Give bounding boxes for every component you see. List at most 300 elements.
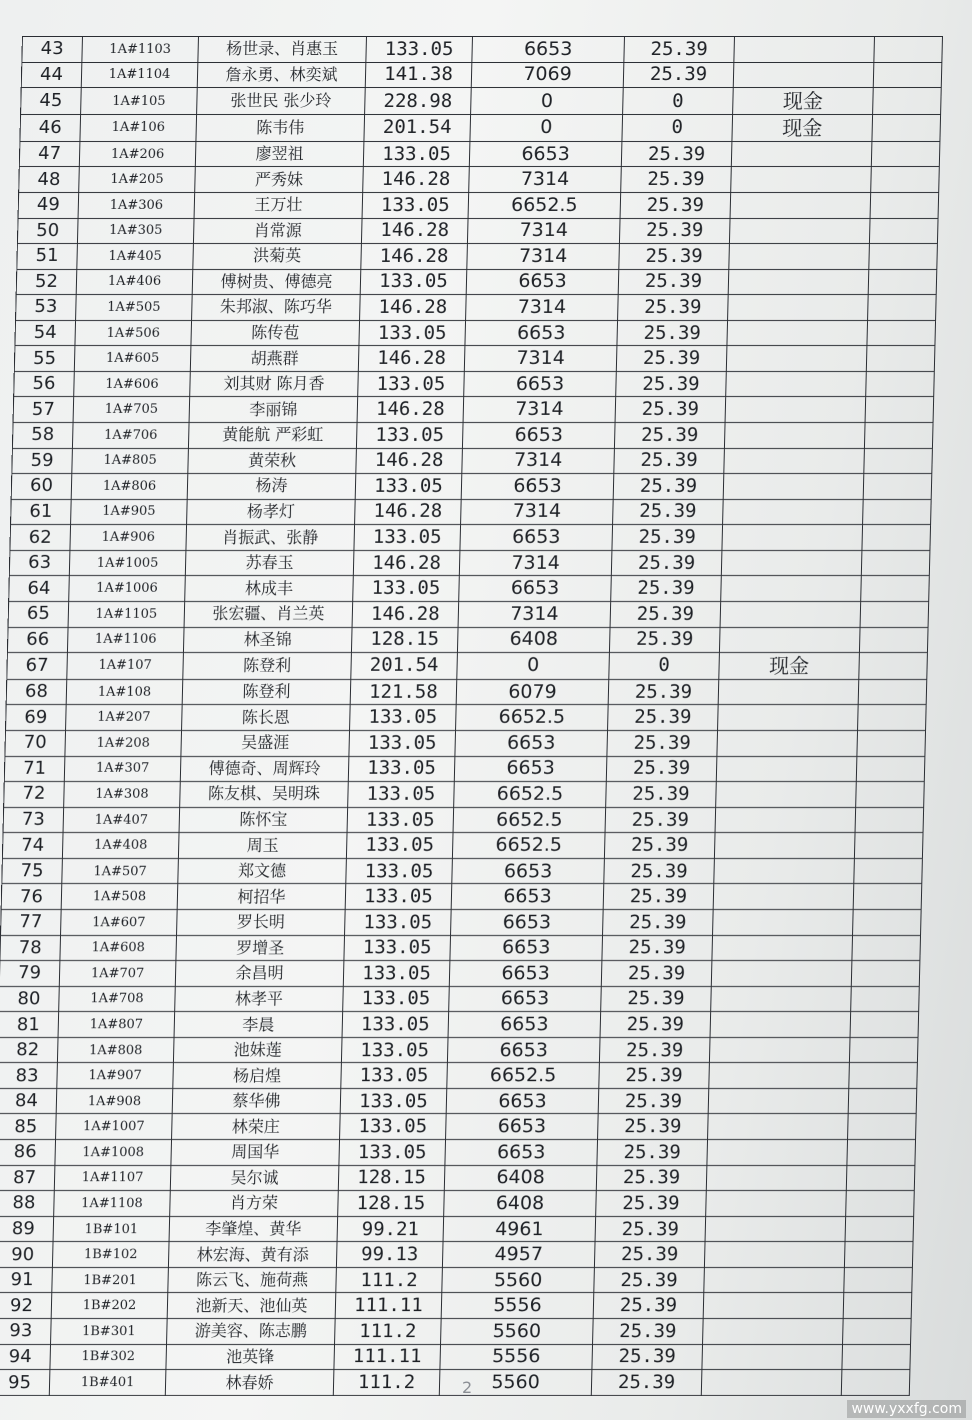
table-row (22, 37, 943, 63)
owner-name: 杨世录、肖惠玉 (198, 37, 367, 63)
blank-cell (854, 833, 923, 859)
blank-cell (847, 1140, 916, 1166)
owner-name: 陈传苞 (191, 320, 360, 346)
owner-name: 李晨 (174, 1012, 343, 1038)
room-number: 1B#102 (52, 1242, 169, 1268)
unit-price: 25.39 (617, 320, 728, 346)
row-number: 44 (21, 62, 82, 88)
amount-value: 6653 (446, 1088, 599, 1114)
area-value: 133.05 (354, 525, 461, 551)
unit-price: 25.39 (605, 807, 716, 833)
note-cell (727, 320, 868, 346)
note-cell (710, 1012, 851, 1038)
row-number: 94 (0, 1344, 51, 1370)
area-value: 133.05 (340, 1114, 447, 1140)
unit-price: 25.39 (606, 756, 717, 782)
amount-value: 0 (470, 114, 623, 141)
area-value: 111.2 (333, 1370, 440, 1396)
table-row (0, 1216, 914, 1242)
note-cell (734, 37, 875, 63)
area-value: 121.58 (350, 679, 457, 705)
amount-value: 6653 (454, 756, 607, 782)
room-number: 1A#405 (77, 244, 194, 270)
unit-price: 25.39 (619, 218, 730, 244)
unit-price: 25.39 (596, 1165, 707, 1191)
blank-cell (853, 884, 922, 910)
table-row (13, 397, 934, 423)
table-row (8, 601, 929, 627)
row-number: 90 (0, 1242, 53, 1268)
note-cell (729, 244, 870, 270)
area-value: 111.2 (335, 1318, 442, 1344)
owner-name: 傅德奇、周辉玲 (180, 756, 349, 782)
unit-price: 25.39 (602, 935, 713, 961)
note-cell (706, 1191, 847, 1217)
blank-cell (846, 1165, 915, 1191)
unit-price: 25.39 (612, 525, 723, 551)
table-row (11, 474, 932, 500)
owner-name: 洪菊英 (193, 244, 362, 270)
amount-value: 6653 (460, 525, 613, 551)
room-number: 1A#307 (64, 756, 181, 782)
owner-name: 吴盛涯 (181, 731, 350, 757)
room-number: 1A#207 (66, 705, 183, 731)
row-number: 43 (22, 37, 83, 63)
blank-cell (854, 858, 923, 884)
blank-cell (843, 1318, 912, 1344)
blank-cell (852, 935, 921, 961)
area-value: 146.28 (355, 499, 462, 525)
room-number: 1A#107 (67, 653, 184, 680)
unit-price: 25.39 (611, 550, 722, 576)
amount-value: 6652.5 (447, 1063, 600, 1089)
room-number: 1A#406 (76, 269, 193, 295)
note-cell (708, 1088, 849, 1114)
owner-name: 林成丰 (185, 576, 354, 602)
note-cell (702, 1344, 843, 1370)
room-number: 1B#302 (50, 1344, 167, 1370)
blank-cell (864, 423, 933, 449)
note-cell (707, 1140, 848, 1166)
table-row (0, 935, 921, 961)
amount-value: 5560 (439, 1370, 592, 1396)
unit-price: 25.39 (597, 1140, 708, 1166)
blank-cell (872, 114, 941, 141)
room-number: 1A#807 (58, 1012, 175, 1038)
note-cell (711, 986, 852, 1012)
blank-cell (866, 346, 935, 372)
room-number: 1B#301 (51, 1318, 168, 1344)
unit-price: 25.39 (599, 1037, 710, 1063)
table-row (5, 731, 926, 757)
owner-name: 廖翌祖 (195, 141, 364, 167)
unit-price: 25.39 (604, 833, 715, 859)
owner-name: 陈登利 (183, 653, 352, 680)
amount-value: 7314 (459, 550, 612, 576)
owner-name: 刘其财 陈月香 (190, 371, 359, 397)
area-value: 128.15 (338, 1191, 445, 1217)
owner-name: 杨孝灯 (187, 499, 356, 525)
blank-cell (870, 192, 939, 218)
blank-cell (846, 1191, 915, 1217)
note-cell (726, 371, 867, 397)
table-row (19, 141, 940, 167)
area-value: 133.05 (343, 986, 450, 1012)
room-number: 1A#606 (74, 371, 191, 397)
page-number: 2 (462, 1378, 473, 1397)
room-number: 1B#202 (51, 1293, 168, 1319)
blank-cell (861, 576, 930, 602)
owner-name: 陈登利 (182, 679, 351, 705)
table-row (9, 550, 930, 576)
row-number: 58 (12, 423, 73, 449)
area-value: 133.05 (344, 935, 451, 961)
table-row (10, 525, 931, 551)
area-value: 146.28 (361, 244, 468, 270)
area-value: 133.05 (353, 576, 460, 602)
note-cell (731, 141, 872, 167)
unit-price: 25.39 (598, 1088, 709, 1114)
room-number: 1A#806 (71, 474, 188, 500)
unit-price: 25.39 (606, 782, 717, 808)
unit-price: 25.39 (618, 269, 729, 295)
row-number: 95 (0, 1370, 50, 1396)
amount-value: 6653 (448, 1012, 601, 1038)
area-value: 133.05 (350, 705, 457, 731)
owner-name: 林宏海、黄有添 (168, 1242, 337, 1268)
owner-name: 周玉 (178, 833, 347, 859)
area-value: 201.54 (364, 114, 471, 141)
note-cell (731, 167, 872, 193)
room-number: 1A#407 (63, 807, 180, 833)
table-row (0, 1012, 919, 1038)
amount-value: 7069 (471, 62, 624, 88)
room-number: 1A#508 (61, 884, 178, 910)
area-value: 201.54 (351, 653, 458, 680)
row-number: 69 (6, 705, 67, 731)
table-row (2, 858, 923, 884)
unit-price: 25.39 (614, 423, 725, 449)
amount-value: 6408 (444, 1191, 597, 1217)
unit-price: 0 (623, 88, 734, 115)
row-number: 78 (0, 935, 61, 961)
table-row (0, 1037, 918, 1063)
table-row (0, 1088, 917, 1114)
table-row (9, 576, 930, 602)
row-number: 72 (4, 782, 65, 808)
note-cell: 现金 (732, 114, 873, 141)
room-number: 1B#401 (49, 1370, 166, 1396)
note-cell (709, 1037, 850, 1063)
blank-cell (859, 653, 928, 680)
note-cell (722, 525, 863, 551)
area-value: 133.05 (359, 320, 466, 346)
owner-name: 黄能航 严彩虹 (188, 423, 357, 449)
amount-value: 6653 (450, 935, 603, 961)
room-number: 1A#506 (75, 320, 192, 346)
area-value: 146.28 (352, 601, 459, 627)
table-row (1, 909, 922, 935)
room-number: 1A#408 (62, 833, 179, 859)
row-number: 57 (13, 397, 74, 423)
amount-value: 6653 (446, 1114, 599, 1140)
amount-value: 6653 (462, 423, 615, 449)
blank-cell (867, 320, 936, 346)
room-number: 1A#106 (80, 114, 197, 141)
row-number: 92 (0, 1293, 52, 1319)
unit-price: 25.39 (598, 1114, 709, 1140)
owner-name: 林春娇 (165, 1370, 334, 1396)
blank-cell (853, 909, 922, 935)
owner-name: 罗增圣 (176, 935, 345, 961)
owner-name: 李丽锦 (189, 397, 358, 423)
amount-value: 7314 (467, 218, 620, 244)
owner-name: 傅树贵、傅德亮 (192, 269, 361, 295)
room-number: 1A#705 (73, 397, 190, 423)
room-number: 1A#605 (74, 346, 191, 372)
table-row (4, 782, 925, 808)
unit-price: 25.39 (592, 1344, 703, 1370)
owner-name: 杨启煌 (173, 1063, 342, 1089)
note-cell (729, 218, 870, 244)
area-value: 133.05 (355, 474, 462, 500)
row-number: 68 (6, 679, 67, 705)
owner-name: 肖振武、张静 (186, 525, 355, 551)
amount-value: 6653 (461, 474, 614, 500)
table-row (15, 320, 936, 346)
blank-cell (851, 961, 920, 987)
blank-cell (848, 1114, 917, 1140)
table-row (6, 705, 927, 731)
row-number: 62 (10, 525, 71, 551)
owner-name: 林圣锦 (183, 627, 352, 653)
blank-cell (856, 782, 925, 808)
area-value: 146.28 (356, 448, 463, 474)
note-cell (709, 1063, 850, 1089)
amount-value: 7314 (467, 244, 620, 270)
note-cell (703, 1318, 844, 1344)
table-row (3, 807, 924, 833)
row-number: 76 (1, 884, 62, 910)
owner-name: 苏春玉 (185, 550, 354, 576)
row-number: 86 (0, 1140, 56, 1166)
table-row (0, 986, 919, 1012)
unit-price: 25.39 (608, 705, 719, 731)
unit-price: 25.39 (601, 961, 712, 987)
row-number: 84 (0, 1088, 57, 1114)
note-cell (721, 550, 862, 576)
note-cell (728, 269, 869, 295)
unit-price: 25.39 (616, 346, 727, 372)
blank-cell (871, 141, 940, 167)
blank-cell (844, 1267, 913, 1293)
owner-name: 黄荣秋 (188, 448, 357, 474)
blank-cell (869, 218, 938, 244)
room-number: 1A#505 (76, 295, 193, 321)
area-value: 146.28 (357, 397, 464, 423)
area-value: 133.05 (358, 371, 465, 397)
table-row (19, 167, 940, 193)
note-cell (720, 601, 861, 627)
area-value: 111.11 (334, 1344, 441, 1370)
unit-price: 25.39 (623, 62, 734, 88)
owner-name: 池妹莲 (173, 1037, 342, 1063)
owner-name: 林孝平 (175, 986, 344, 1012)
watermark: www.yxxfg.com (847, 1400, 966, 1418)
unit-price: 25.39 (611, 576, 722, 602)
area-value: 128.15 (338, 1165, 445, 1191)
amount-value: 6408 (444, 1165, 597, 1191)
unit-price: 25.39 (596, 1191, 707, 1217)
amount-value: 7314 (464, 346, 617, 372)
note-cell (701, 1370, 842, 1396)
amount-value: 7314 (469, 167, 622, 193)
note-cell (733, 62, 874, 88)
unit-price: 25.39 (603, 909, 714, 935)
blank-cell (868, 295, 937, 321)
amount-value: 5556 (441, 1293, 594, 1319)
row-number: 53 (16, 295, 77, 321)
area-value: 133.05 (339, 1140, 446, 1166)
owner-name: 胡燕群 (190, 346, 359, 372)
blank-cell (849, 1037, 918, 1063)
table-row (0, 961, 920, 987)
amount-value: 0 (457, 653, 610, 680)
unit-price: 0 (609, 653, 720, 680)
blank-cell (848, 1088, 917, 1114)
amount-value: 7314 (462, 448, 615, 474)
note-cell (705, 1216, 846, 1242)
area-value: 133.05 (348, 782, 455, 808)
row-number: 67 (7, 653, 68, 680)
table-row (2, 833, 923, 859)
room-number: 1A#308 (64, 782, 181, 808)
room-number: 1A#1105 (68, 601, 185, 627)
unit-price: 25.39 (593, 1293, 704, 1319)
owner-name: 周国华 (171, 1140, 340, 1166)
note-cell: 现金 (733, 88, 874, 115)
amount-value: 6079 (456, 679, 609, 705)
row-number: 71 (4, 756, 65, 782)
amount-value: 6652.5 (453, 807, 606, 833)
room-number: 1B#201 (52, 1267, 169, 1293)
unit-price: 25.39 (619, 244, 730, 270)
owner-name: 林荣庄 (172, 1114, 341, 1140)
owner-name: 陈怀宝 (179, 807, 348, 833)
blank-cell (845, 1216, 914, 1242)
owner-name: 陈韦伟 (196, 114, 365, 141)
unit-price: 25.39 (593, 1318, 704, 1344)
area-value: 133.05 (343, 961, 450, 987)
unit-price: 25.39 (608, 679, 719, 705)
amount-value: 6653 (469, 141, 622, 167)
owner-name: 严秀妹 (195, 167, 364, 193)
note-cell (704, 1267, 845, 1293)
row-number: 89 (0, 1216, 54, 1242)
row-number: 81 (0, 1012, 59, 1038)
owner-name: 陈友棋、吴明珠 (180, 782, 349, 808)
amount-value: 6653 (451, 909, 604, 935)
table-row (11, 499, 932, 525)
amount-value: 6653 (464, 371, 617, 397)
note-cell (704, 1242, 845, 1268)
unit-price: 25.39 (601, 986, 712, 1012)
room-number: 1A#1108 (54, 1191, 171, 1217)
unit-price: 25.39 (600, 1012, 711, 1038)
room-number: 1A#707 (59, 961, 176, 987)
row-number: 54 (15, 320, 76, 346)
unit-price: 25.39 (613, 499, 724, 525)
table-row (21, 62, 942, 88)
unit-price: 25.39 (616, 371, 727, 397)
area-value: 99.13 (336, 1242, 443, 1268)
unit-price: 25.39 (595, 1216, 706, 1242)
row-number: 59 (12, 448, 73, 474)
row-number: 82 (0, 1037, 58, 1063)
blank-cell (859, 627, 928, 653)
room-number: 1A#908 (56, 1088, 173, 1114)
unit-price: 25.39 (618, 295, 729, 321)
area-value: 141.38 (365, 62, 472, 88)
table-row (18, 192, 939, 218)
unit-price: 25.39 (609, 627, 720, 653)
row-number: 80 (0, 986, 59, 1012)
table-row (0, 1293, 912, 1319)
table-row (0, 1267, 912, 1293)
amount-value: 6652.5 (452, 833, 605, 859)
row-number: 45 (21, 88, 82, 115)
note-cell (719, 627, 860, 653)
area-value: 133.05 (345, 884, 452, 910)
note-cell: 现金 (719, 653, 860, 680)
note-cell (724, 448, 865, 474)
row-number: 74 (2, 833, 63, 859)
owner-name: 蔡华佛 (172, 1088, 341, 1114)
ledger-body (0, 37, 942, 1396)
blank-cell (869, 244, 938, 270)
area-value: 133.05 (362, 192, 469, 218)
row-number: 55 (14, 346, 75, 372)
table-row (14, 371, 935, 397)
unit-price: 25.39 (621, 141, 732, 167)
note-cell (730, 192, 871, 218)
row-number: 47 (19, 141, 80, 167)
room-number: 1A#105 (81, 88, 198, 115)
row-number: 46 (20, 114, 81, 141)
unit-price: 25.39 (594, 1242, 705, 1268)
note-cell (716, 782, 857, 808)
blank-cell (863, 499, 932, 525)
area-value: 133.05 (346, 833, 453, 859)
amount-value: 6653 (466, 269, 619, 295)
note-cell (715, 807, 856, 833)
area-value: 133.05 (366, 37, 473, 63)
table-row (12, 423, 933, 449)
row-number: 60 (11, 474, 72, 500)
row-number: 51 (17, 244, 78, 270)
amount-value: 6652.5 (468, 192, 621, 218)
owner-name: 罗长明 (177, 909, 346, 935)
area-value: 133.05 (340, 1088, 447, 1114)
area-value: 133.05 (345, 909, 452, 935)
table-row (14, 346, 935, 372)
owner-name: 朱邦淑、陈巧华 (192, 295, 361, 321)
room-number: 1A#906 (70, 525, 187, 551)
blank-cell (856, 756, 925, 782)
owner-name: 肖方荣 (170, 1191, 339, 1217)
row-number: 63 (9, 550, 70, 576)
note-cell (714, 858, 855, 884)
